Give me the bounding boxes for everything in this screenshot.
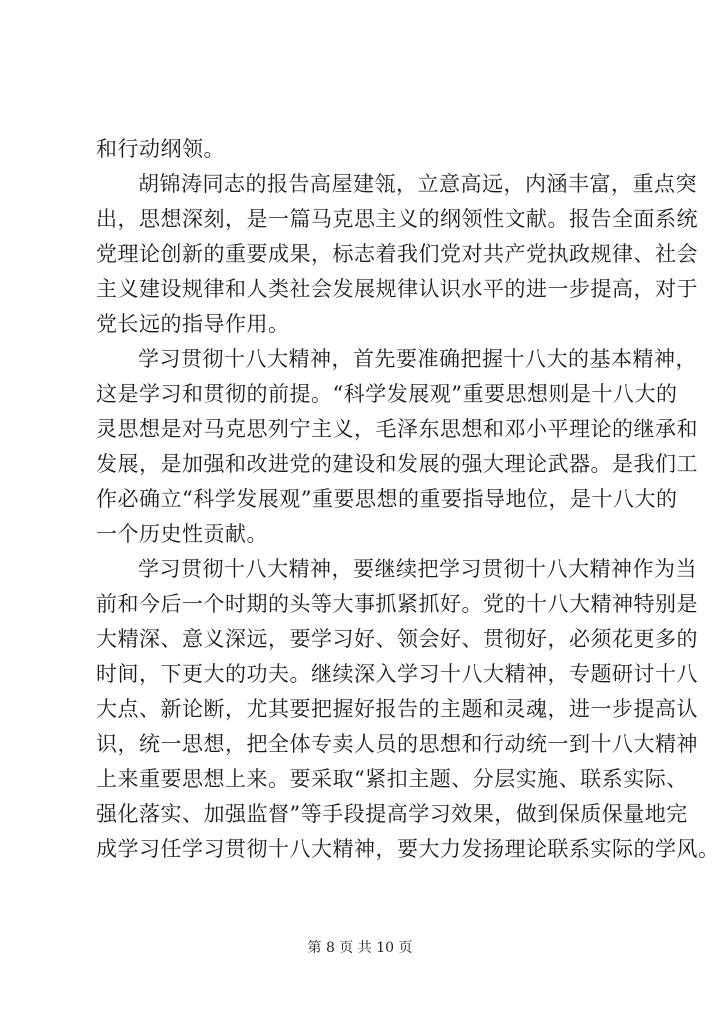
body-text — [96, 132, 720, 867]
text-line: 党理论创新的重要成果，标志着我们党对共产党执政规律、社会 — [96, 242, 698, 266]
text-line: 大点、新论断，尤其要把握好报告的主题和灵魂，进一步提高认 — [96, 697, 698, 721]
text-line: 主义建设规律和人类社会发展规律认识水平的进一步提高，对于 — [96, 277, 698, 301]
page-number-footer: 第 8 页 共 10 页 — [307, 940, 413, 956]
text-line: 学习贯彻十八大精神，首先要准确把握十八大的基本精神， — [138, 347, 697, 371]
text-line: 强化落实、加强监督”等手段提高学习效果，做到保质保量地完 — [96, 802, 688, 826]
text-line: 胡锦涛同志的报告高屋建瓴，立意高远，内涵丰富，重点突 — [138, 172, 697, 196]
text-line: 时间，下更大的功夫。继续深入学习十八大精神，专题研讨十八 — [96, 662, 698, 686]
text-line: 前和今后一个时期的头等大事抓紧抓好。党的十八大精神特别是 — [96, 592, 698, 616]
text-line: 党长远的指导作用。 — [96, 312, 290, 336]
text-line: 发展，是加强和改进党的建设和发展的强大理论武器。是我们工 — [96, 452, 698, 476]
text-line: 一个历史性贡献。 — [96, 522, 268, 546]
text-line: 和行动纲领。 — [96, 137, 225, 161]
text-line: 作必确立“科学发展观”重要思想的重要指导地位，是十八大的 — [96, 487, 678, 511]
text-line: 学习贯彻十八大精神，要继续把学习贯彻十八大精神作为当 — [138, 557, 697, 581]
text-line: 识，统一思想，把全体专卖人员的思想和行动统一到十八大精神 — [96, 732, 698, 756]
text-line: 成学习任学习贯彻十八大精神，要大力发扬理论联系实际的学风。 — [96, 837, 720, 861]
text-line: 大精深、意义深远，要学习好、领会好、贯彻好，必须花更多的 — [96, 627, 698, 651]
text-line: 灵思想是对马克思列宁主义，毛泽东思想和邓小平理论的继承和 — [96, 417, 698, 441]
text-line: 上来重要思想上来。要采取“紧扣主题、分层实施、联系实际、 — [96, 767, 688, 791]
text-line: 这是学习和贯彻的前提。“科学发展观”重要思想则是十八大的 — [96, 382, 678, 406]
text-line: 出，思想深刻，是一篇马克思主义的纲领性文献。报告全面系统 — [96, 207, 698, 231]
